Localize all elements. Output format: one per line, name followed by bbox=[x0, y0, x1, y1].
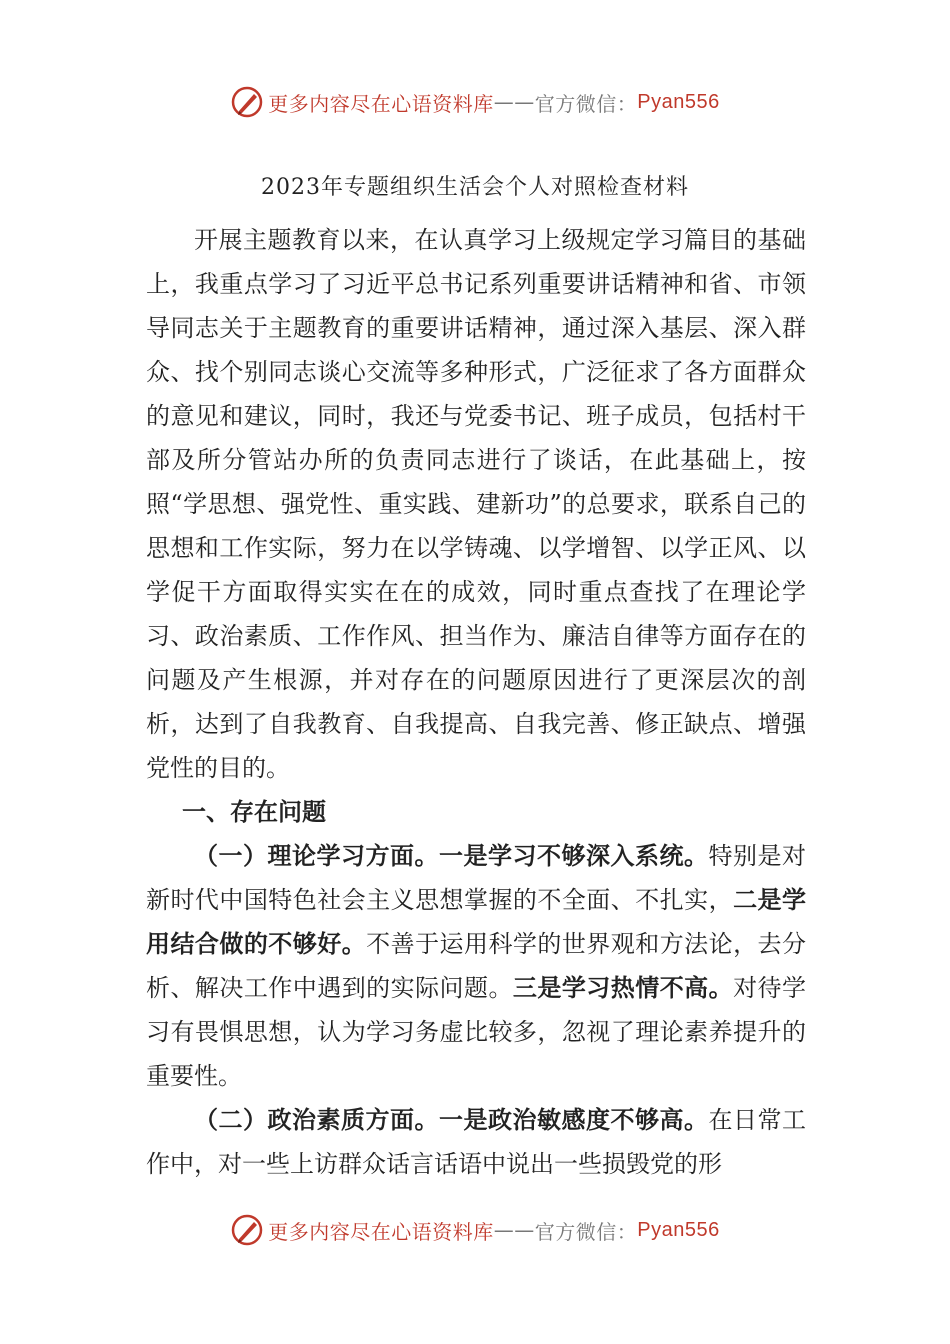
theory-point3-bold: 三是学习热情不高。 bbox=[512, 973, 734, 1002]
watermark-brand: 更多内容尽在心语资料库 bbox=[268, 91, 494, 116]
document-title: 2023年专题组织生活会个人对照检查材料 bbox=[261, 175, 689, 200]
section-heading-problems: 一、存在问题 bbox=[182, 797, 326, 826]
political-point1-text: 在日常工作中，对一些上访群众话言话语中说出一些损毁党的形 bbox=[146, 1106, 806, 1178]
watermark-dash: —— bbox=[493, 1218, 535, 1242]
theory-study-paragraph bbox=[146, 834, 806, 1098]
footer-watermark bbox=[0, 1210, 950, 1250]
theory-point2-text: 不善于运用科学的世界观和方法论，去分析、解决工作中遇到的实际问题。 bbox=[146, 930, 807, 1002]
header-watermark bbox=[0, 82, 950, 122]
theory-point1-text: 特别是对新时代中国特色社会主义思想掌握的不全面、不扎实， bbox=[146, 842, 806, 914]
political-point1-bold: 一是政治敏感度不够高。 bbox=[439, 1105, 709, 1134]
political-quality-lead: （二）政治素质方面。 bbox=[194, 1105, 439, 1134]
document-body bbox=[146, 218, 806, 1186]
watermark-brand: 更多内容尽在心语资料库 bbox=[268, 1219, 494, 1244]
watermark-wechat-id: Pyan556 bbox=[637, 1218, 720, 1241]
watermark-label: 官方微信： bbox=[534, 91, 638, 116]
pen-logo-icon bbox=[230, 1213, 264, 1247]
theory-point2-bold: 二是学用结合做的不够好。 bbox=[146, 885, 807, 958]
theory-point3-text: 对待学习有畏惧思想，认为学习务虚比较多，忽视了理论素养提升的重要性。 bbox=[146, 974, 807, 1090]
watermark-label: 官方微信： bbox=[534, 1219, 638, 1244]
political-quality-paragraph bbox=[146, 1098, 806, 1186]
watermark-wechat-id: Pyan556 bbox=[637, 90, 720, 113]
theory-point1-bold: 一是学习不够深入系统。 bbox=[439, 841, 709, 870]
intro-paragraph: 开展主题教育以来，在认真学习上级规定学习篇目的基础上，我重点学习了习近平总书记系列重要讲话精神和省、市领导同志关于主题教育的重要讲话精神，通过深入基层、深入群众、找个别同志谈心交流等多种形式，广泛征求了各方面群众的意见和建议，同时，我还与党委书记、班子成员，包括村干部及所分管站办所的负责同志进行了谈话，在此基础上，按照“学思想、强党性、重实践、建新功”的总要求，联系自己的思想和工作实际，努力在以学铸魂、以学增智、以学正风、以学促干方面取得实实在在的成效，同时重点查找了在理论学习、政治素质、工作作风、担当作为、廉洁自律等方面存在的问题及产生根源，并对存在的问题原因进行了更深层次的剖析，达到了自我教育、自我提高、自我完善、修正缺点、增强党性的目的。 bbox=[146, 226, 806, 782]
watermark-dash: —— bbox=[493, 90, 535, 114]
pen-logo-icon bbox=[230, 85, 264, 119]
theory-study-lead: （一）理论学习方面。 bbox=[194, 841, 439, 870]
